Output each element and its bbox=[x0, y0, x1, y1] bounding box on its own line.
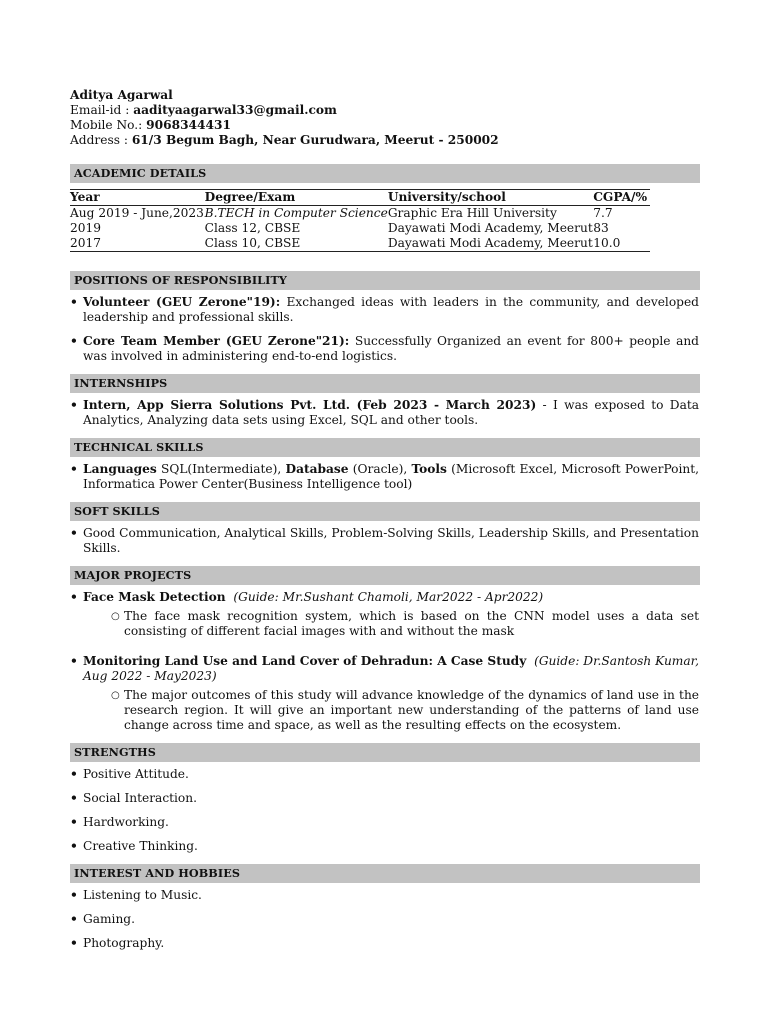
section-header-positions: POSITIONS OF RESPONSIBILITY bbox=[70, 271, 700, 290]
list-item bbox=[70, 791, 699, 806]
table-cell: 2017 bbox=[70, 236, 205, 252]
bullet-icon: • bbox=[70, 888, 78, 902]
email-label: Email-id : bbox=[70, 103, 130, 117]
list-item bbox=[70, 888, 699, 903]
list-item bbox=[70, 767, 699, 782]
email-value: aadityaagarwal33@gmail.com bbox=[133, 103, 337, 117]
position-title: Volunteer (GEU Zerone"19): bbox=[83, 295, 281, 309]
section-header-hobbies: INTEREST AND HOBBIES bbox=[70, 864, 700, 883]
circle-bullet-icon: ○ bbox=[111, 611, 120, 622]
table-row bbox=[70, 206, 650, 222]
table-cell: Dayawati Modi Academy, Meerut bbox=[387, 236, 593, 250]
list-item bbox=[70, 936, 699, 951]
table-row bbox=[70, 236, 650, 252]
mobile-line bbox=[70, 118, 699, 133]
skill-text: (Oracle), bbox=[348, 462, 412, 476]
list-item bbox=[70, 590, 699, 639]
section-header-projects: MAJOR PROJECTS bbox=[70, 566, 700, 585]
hobby-text: Gaming. bbox=[83, 912, 135, 926]
internships-list bbox=[70, 398, 699, 428]
strength-text: Social Interaction. bbox=[83, 791, 197, 805]
table-row bbox=[70, 221, 650, 236]
list-item bbox=[70, 654, 699, 733]
position-text: Exchanged ideas with leaders in the community, and developed leadership and professional skills. bbox=[83, 295, 699, 324]
bullet-icon: • bbox=[70, 295, 78, 309]
position-text: Successfully Organized an event for 800+ people and was involved in administering end-to-end logistics. bbox=[83, 334, 699, 363]
internship-title: Intern, App Sierra Solutions Pvt. Ltd. (Feb 2023 - March 2023) bbox=[83, 398, 537, 412]
bullet-icon: • bbox=[70, 936, 78, 950]
list-item bbox=[70, 839, 699, 854]
table-cell: Class 12, CBSE bbox=[204, 221, 301, 235]
project-details bbox=[83, 609, 699, 639]
column-header: Degree/Exam bbox=[205, 190, 388, 206]
section-header-soft-skills: SOFT SKILLS bbox=[70, 502, 700, 521]
bullet-icon: • bbox=[70, 526, 78, 540]
project-guide: (Guide: Dr.Santosh Kumar, Aug 2022 - May2023) bbox=[83, 654, 699, 683]
address-value: 61/3 Begum Bagh, Near Gurudwara, Meerut - 250002 bbox=[131, 133, 499, 147]
bullet-icon: • bbox=[70, 815, 78, 829]
bullet-icon: • bbox=[70, 767, 78, 781]
list-item bbox=[83, 609, 699, 639]
column-header: University/school bbox=[388, 190, 593, 206]
strength-text: Creative Thinking. bbox=[83, 839, 198, 853]
table-cell: Graphic Era Hill University bbox=[387, 206, 557, 220]
skill-text: (Microsoft Excel, Microsoft PowerPoint, Informatica Power Center(Business Intelligence tool) bbox=[83, 462, 700, 491]
list-item bbox=[70, 295, 699, 325]
table-cell: Dayawati Modi Academy, Meerut bbox=[387, 221, 593, 235]
project-guide: (Guide: Mr.Sushant Chamoli, Mar2022 - Apr2022) bbox=[233, 590, 544, 604]
strengths-list bbox=[70, 767, 699, 854]
table-cell: Class 10, CBSE bbox=[205, 236, 388, 252]
projects-list bbox=[70, 590, 699, 733]
strength-text: Hardworking. bbox=[83, 815, 169, 829]
bullet-icon: • bbox=[70, 398, 78, 412]
hobby-text: Photography. bbox=[83, 936, 165, 950]
project-name: Monitoring Land Use and Land Cover of Dehradun: A Case Study bbox=[83, 654, 527, 668]
table-cell: 7.7 bbox=[593, 206, 613, 220]
bullet-icon: • bbox=[70, 590, 78, 604]
bullet-icon: • bbox=[70, 334, 78, 348]
mobile-value: 9068344431 bbox=[146, 118, 231, 132]
column-header: CGPA/% bbox=[593, 190, 650, 206]
address-line bbox=[70, 133, 699, 148]
list-item bbox=[70, 912, 699, 927]
bullet-icon: • bbox=[70, 839, 78, 853]
circle-bullet-icon: ○ bbox=[111, 690, 120, 701]
section-header-internships: INTERNSHIPS bbox=[70, 374, 700, 393]
list-item bbox=[70, 526, 699, 556]
project-detail-text: The major outcomes of this study will advance knowledge of the dynamics of land use in the research region. It will give an important new understanding of the patterns of land use change across time and space, as well as the resulting effects on the ecosystem. bbox=[124, 688, 699, 732]
section-header-academic: ACADEMIC DETAILS bbox=[70, 164, 700, 183]
bullet-icon: • bbox=[70, 462, 78, 476]
hobby-text: Listening to Music. bbox=[83, 888, 202, 902]
mobile-label: Mobile No.: bbox=[70, 118, 143, 132]
email-line bbox=[70, 103, 699, 118]
skill-label: Database bbox=[285, 462, 349, 476]
project-detail-text: The face mask recognition system, which is based on the CNN model uses a data set consisting of different facial images with and without the mask bbox=[124, 609, 699, 638]
skill-label: Languages bbox=[83, 462, 157, 476]
positions-list bbox=[70, 295, 699, 364]
list-item bbox=[83, 688, 699, 733]
strength-text: Positive Attitude. bbox=[83, 767, 189, 781]
bullet-icon: • bbox=[70, 791, 78, 805]
contact-header bbox=[70, 88, 699, 148]
section-header-technical-skills: TECHNICAL SKILLS bbox=[70, 438, 700, 457]
academic-table-header bbox=[70, 190, 650, 206]
column-header: Year bbox=[70, 190, 205, 206]
technical-skills-list bbox=[70, 462, 699, 492]
hobbies-list bbox=[70, 888, 699, 951]
soft-skills-list bbox=[70, 526, 699, 556]
skill-text: SQL(Intermediate), bbox=[156, 462, 286, 476]
bullet-icon: • bbox=[70, 912, 78, 926]
bullet-icon: • bbox=[70, 654, 78, 668]
list-item bbox=[70, 398, 699, 428]
candidate-name: Aditya Agarwal bbox=[70, 88, 173, 102]
section-header-strengths: STRENGTHS bbox=[70, 743, 700, 762]
list-item bbox=[70, 462, 699, 492]
list-item bbox=[70, 334, 699, 364]
table-cell: 10.0 bbox=[593, 236, 650, 252]
academic-table bbox=[70, 189, 650, 252]
skill-label: Tools bbox=[411, 462, 447, 476]
internship-text: - I was exposed to Data Analytics, Analyzing data sets using Excel, SQL and other tools. bbox=[83, 398, 699, 427]
project-name: Face Mask Detection bbox=[83, 590, 226, 604]
table-cell: B.TECH in Computer Science bbox=[204, 206, 388, 220]
table-cell: 2019 bbox=[70, 221, 102, 235]
table-cell: Aug 2019 - June,2023 bbox=[70, 206, 204, 220]
soft-skills-text: Good Communication, Analytical Skills, Problem-Solving Skills, Leadership Skills, and Presentation Skills. bbox=[83, 526, 699, 555]
list-item bbox=[70, 815, 699, 830]
table-cell: 83 bbox=[593, 221, 609, 235]
address-label: Address : bbox=[70, 133, 128, 147]
position-title: Core Team Member (GEU Zerone"21): bbox=[83, 334, 350, 348]
project-details bbox=[83, 688, 699, 733]
